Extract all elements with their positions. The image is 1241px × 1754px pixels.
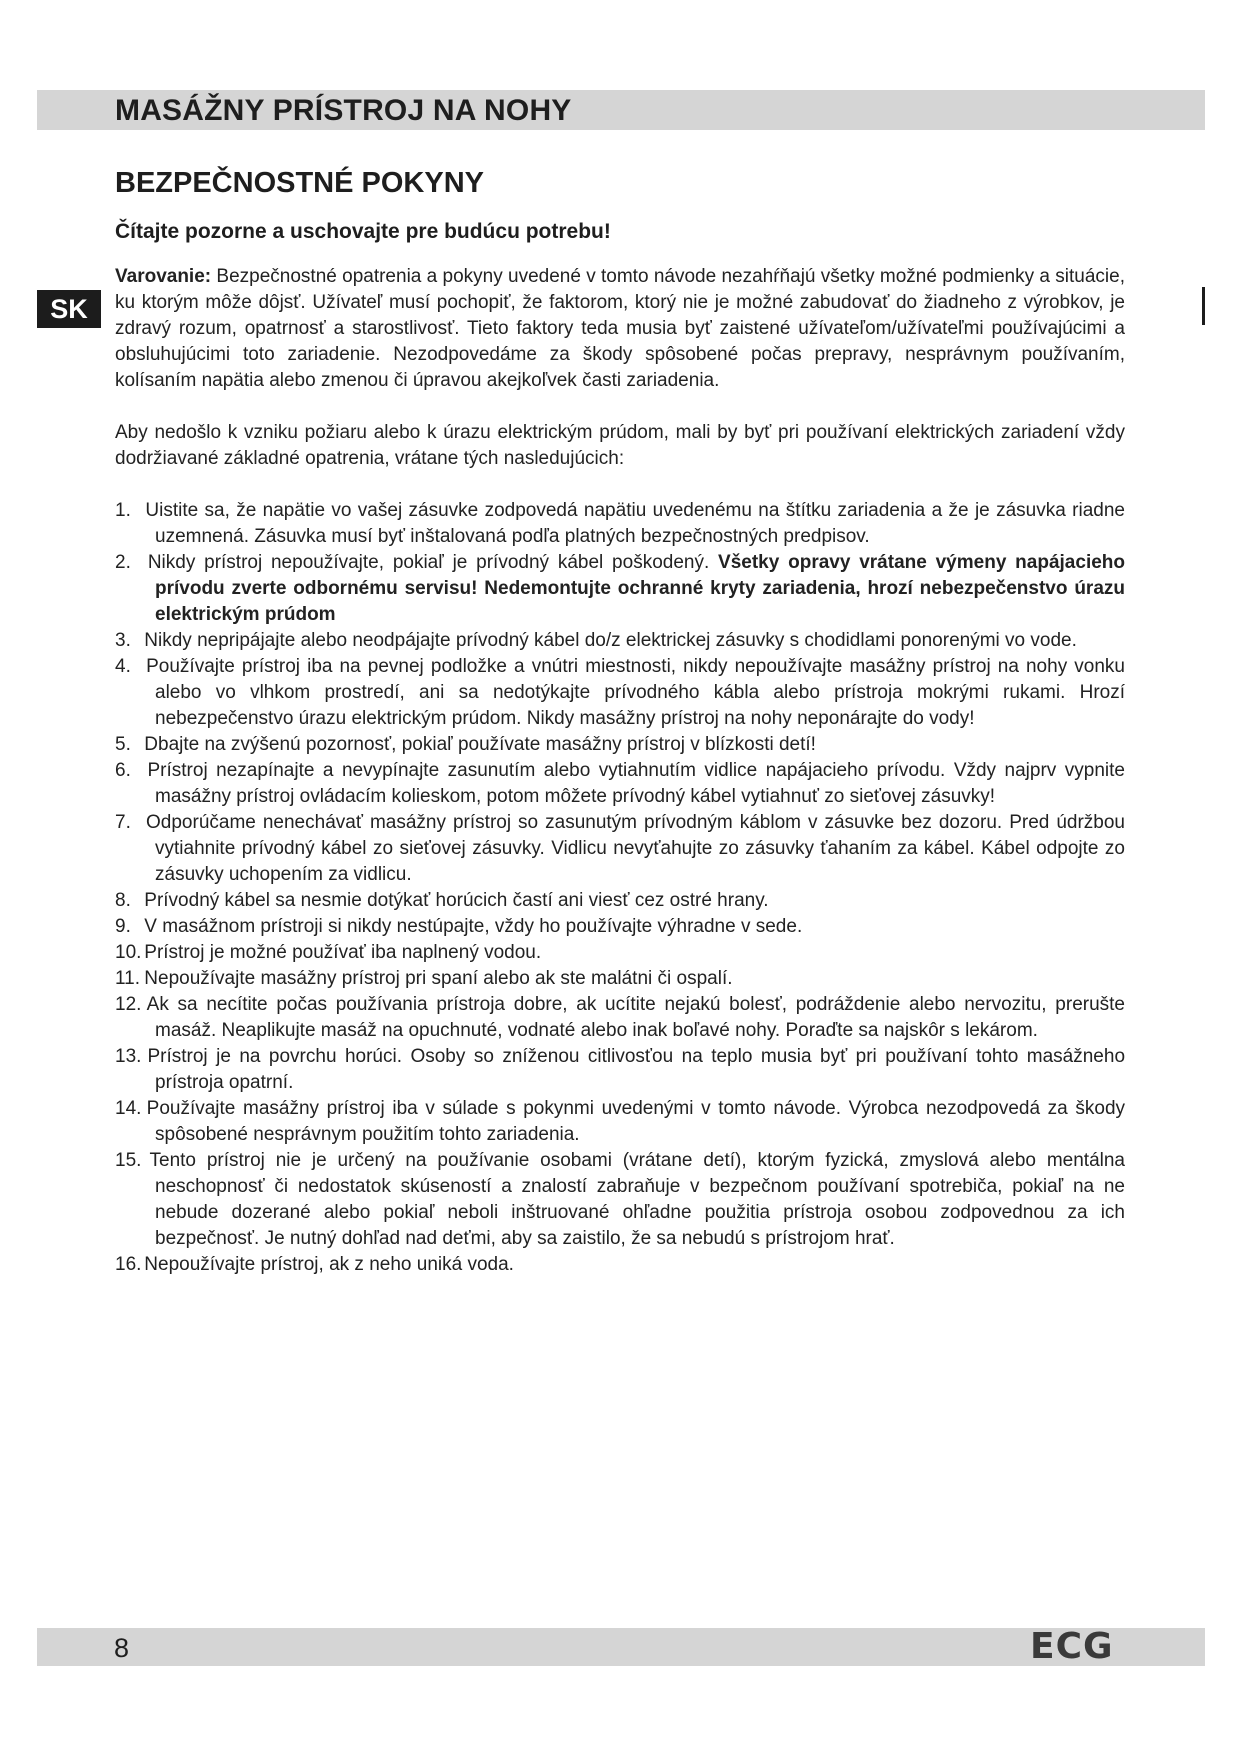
list-item-number: 14.	[115, 1098, 142, 1119]
section-subtitle: Čítajte pozorne a uschovajte pre budúcu potrebu!	[115, 220, 611, 243]
list-item-text: Nikdy prístroj nepoužívajte, pokiaľ je prívodný kábel poškodený.	[147, 552, 719, 573]
document-title: MASÁŽNY PRÍSTROJ NA NOHY	[115, 94, 572, 127]
list-item-number: 11.	[115, 968, 141, 989]
list-item-text: Prístroj je na povrchu horúci. Osoby so zníženou citlivosťou na teplo musia byť pri používaní tohto masážneho prístroja opatrní.	[147, 1046, 1126, 1093]
brand-logo: ECG	[1030, 1626, 1114, 1667]
list-item	[115, 810, 1125, 888]
list-item	[115, 498, 1125, 550]
section-title: BEZPEČNOSTNÉ POKYNY	[115, 167, 484, 199]
margin-marker	[1202, 287, 1205, 325]
list-item	[115, 654, 1125, 732]
warning-paragraph	[115, 264, 1125, 394]
warning-text: Bezpečnostné opatrenia a pokyny uvedené v tomto návode nezahŕňajú všetky možné podmienky a situácie, ku ktorým môže dôjsť. Užívateľ musí pochopiť, že faktorom, ktorý nie je možné zabudovať do žiadneho z výrobkov, je zdravý rozum, opatrnosť a starostlivosť. Tieto faktory teda musia byť zaistené užívateľom/užívateľmi používajúcimi a obsluhujúcimi toto zariadenie. Nezodpovedáme za škody spôsobené počas prepravy, nesprávnym používaním, kolísaním napätia alebo zmenou či úpravou akejkoľvek časti zariadenia.	[115, 266, 1125, 391]
list-item-text: Prívodný kábel sa nesmie dotýkať horúcich častí ani viesť cez ostré hrany.	[144, 890, 769, 911]
document-body	[115, 264, 1125, 1278]
list-item	[115, 758, 1125, 810]
list-item-number: 6.	[115, 760, 131, 781]
page-number: 8	[114, 1633, 130, 1663]
list-item-number: 2.	[115, 552, 131, 573]
list-item-text: Ak sa necítite počas používania prístroja dobre, ak ucítite nejakú bolesť, podráždenie alebo nervozitu, prerušte masáž. Neaplikujte masáž na opuchnuté, vodnaté alebo inak boľavé nohy. Poraďte sa najskôr s lekárom.	[146, 994, 1125, 1041]
list-item-number: 13.	[115, 1046, 142, 1067]
list-item	[115, 628, 1125, 654]
list-item-text: Nepoužívajte masážny prístroj pri spaní alebo ak ste malátni či ospalí.	[144, 968, 733, 989]
list-item-number: 5.	[115, 734, 131, 755]
list-item-text: Odporúčame nenechávať masážny prístroj so zasunutým prívodným káblom v zásuvke bez dozoru. Pred údržbou vytiahnite prívodný kábel zo sieťovej zásuvky. Vidlicu nevyťahujte zo zásuvky ťahaním za kábel. Kábel odpojte zo zásuvky uchopením za vidlicu.	[146, 812, 1126, 885]
list-item-number: 1.	[115, 500, 131, 521]
list-item	[115, 1096, 1125, 1148]
list-item	[115, 550, 1125, 628]
list-item-text: Nikdy nepripájajte alebo neodpájajte prívodný kábel do/z elektrickej zásuvky s chodidlami ponorenými vo vode.	[144, 630, 1077, 651]
list-item-text: Uistite sa, že napätie vo vašej zásuvke zodpovedá napätiu uvedenému na štítku zariadenia a že je zásuvka riadne uzemnená. Zásuvka musí byť inštalovaná podľa platných bezpečnostných predpisov.	[145, 500, 1125, 547]
warning-label: Varovanie:	[115, 266, 212, 287]
list-item	[115, 1252, 1125, 1278]
list-item	[115, 966, 1125, 992]
list-item-text: Dbajte na zvýšenú pozornosť, pokiaľ používate masážny prístroj v blízkosti detí!	[144, 734, 816, 755]
list-item	[115, 732, 1125, 758]
list-item-number: 12.	[115, 994, 142, 1015]
list-item-text: V masážnom prístroji si nikdy nestúpajte, vždy ho používajte výhradne v sede.	[144, 916, 803, 937]
list-item-number: 9.	[115, 916, 131, 937]
list-item	[115, 940, 1125, 966]
list-item-text: Prístroj nezapínajte a nevypínajte zasunutím alebo vytiahnutím vidlice napájacieho prívodu. Vždy najprv vypnite masážny prístroj ovládacím kolieskom, potom môžete prívodný kábel vytiahnuť zo sieťovej zásuvky!	[147, 760, 1125, 807]
list-item-text: Tento prístroj nie je určený na používanie osobami (vrátane detí), ktorým fyzická, zmyslová alebo mentálna neschopnosť či nedostatok skúseností a znalostí zabraňuje v bezpečnom používaní spotrebiča, pokiaľ na ne nebude dozerané alebo pokiaľ neboli inštruované ohľadne použitia prístroja osobou zodpovednou za ich bezpečnosť. Je nutný dohľad nad deťmi, aby sa zaistilo, že sa nebudú s prístrojom hrať.	[149, 1150, 1125, 1249]
list-item-text: Používajte masážny prístroj iba v súlade s pokynmi uvedenými v tomto návode. Výrobca nezodpovedá za škody spôsobené nesprávnym použitím tohto zariadenia.	[146, 1098, 1126, 1145]
language-badge: SK	[37, 290, 101, 328]
list-item-number: 10.	[115, 942, 142, 963]
list-item	[115, 914, 1125, 940]
list-item	[115, 1148, 1125, 1252]
list-item	[115, 1044, 1125, 1096]
list-item-number: 15.	[115, 1150, 142, 1171]
list-item-bold-text: Všetky opravy vrátane výmeny napájacieho prívodu zverte odbornému servisu! Nedemontujte ochranné kryty zariadenia, hrozí nebezpečenstvo úrazu elektrickým prúdom	[155, 552, 1126, 625]
list-item-number: 8.	[115, 890, 131, 911]
safety-rules-list	[115, 498, 1125, 1278]
list-item	[115, 888, 1125, 914]
list-item-number: 4.	[115, 656, 131, 677]
list-item-text: Nepoužívajte prístroj, ak z neho uniká voda.	[144, 1254, 514, 1275]
list-item	[115, 992, 1125, 1044]
list-item-text: Používajte prístroj iba na pevnej podložke a vnútri miestnosti, nikdy nepoužívajte masážny prístroj na nohy vonku alebo vo vlhkom prostredí, ani sa nedotýkajte prívodného kábla alebo prístroja mokrými rukami. Hrozí nebezpečenstvo úrazu elektrickým prúdom. Nikdy masážny prístroj na nohy neponárajte do vody!	[146, 656, 1125, 729]
list-item-number: 7.	[115, 812, 131, 833]
list-item-number: 16.	[115, 1254, 142, 1275]
list-item-number: 3.	[115, 630, 131, 651]
intro-paragraph: Aby nedošlo k vzniku požiaru alebo k úrazu elektrickým prúdom, mali by byť pri používaní elektrických zariadení vždy dodržiavané základné opatrenia, vrátane tých nasledujúcich:	[115, 422, 1125, 469]
list-item-text: Prístroj je možné používať iba naplnený vodou.	[144, 942, 542, 963]
